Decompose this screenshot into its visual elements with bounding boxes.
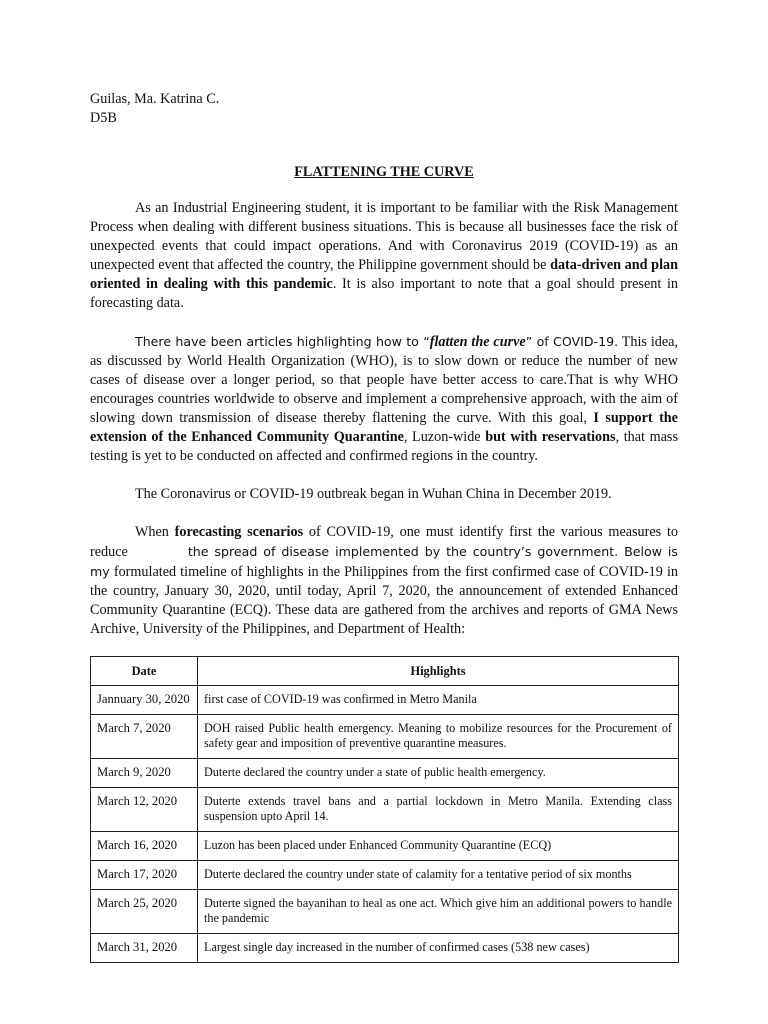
highlight-cell: first case of COVID-19 was confirmed in Metro Manila <box>198 686 679 715</box>
table-row <box>91 715 679 759</box>
paragraph4-text-d: formulated timeline of highlights in the Philippines from the first confirmed case of COVID-19 in the country, January 30, 2020, until today, April 7, 2020, the announcement of extended Enhanced Community Quarantine (ECQ). These data are gathered from the archives and reports of GMA News Archive, University of the Philippines, and Department of Health: <box>90 564 678 637</box>
author-section: D5B <box>90 110 117 126</box>
date-cell: March 9, 2020 <box>91 759 198 788</box>
paragraph4-text-a: When <box>135 524 175 540</box>
table-row <box>91 686 679 715</box>
highlight-cell: Luzon has been placed under Enhanced Community Quarantine (ECQ) <box>198 832 679 861</box>
timeline-table <box>90 656 679 963</box>
highlight-cell: Duterte extends travel bans and a partial lockdown in Metro Manila. Extending class suspension upto April 14. <box>198 788 679 832</box>
paragraph-flatten-curve <box>90 332 678 466</box>
paragraph-outbreak: The Coronavirus or COVID-19 outbreak began in Wuhan China in December 2019. <box>135 486 612 502</box>
paragraph1-text-b: . It is also important to note that a goal should present in forecasting data. <box>90 276 678 311</box>
date-cell: March 31, 2020 <box>91 934 198 963</box>
table-row <box>91 934 679 963</box>
table-row <box>91 832 679 861</box>
table-row <box>91 861 679 890</box>
highlight-cell: Duterte declared the country under state of calamity for a tentative period of six months <box>198 861 679 890</box>
column-header-highlights: Highlights <box>198 657 679 686</box>
table-row <box>91 759 679 788</box>
paragraph2-text-d: , Luzon-wide <box>403 429 486 445</box>
date-cell: March 12, 2020 <box>91 788 198 832</box>
highlight-cell: Duterte declared the country under a state of public health emergency. <box>198 759 679 788</box>
paragraph2-bold-a: I support the extension of the Enhanced Community Quarantine <box>90 410 678 445</box>
paragraph2-text-a: There have been articles highlighting how to “ <box>135 334 430 349</box>
paragraph2-bold-b: but with reservations <box>485 429 616 445</box>
date-cell: Jannuary 30, 2020 <box>91 686 198 715</box>
document-title: FLATTENING THE CURVE <box>294 164 474 180</box>
highlight-cell: Largest single day increased in the number of confirmed cases (538 new cases) <box>198 934 679 963</box>
paragraph4-text-c: the spread of disease implemented by the country’s government. Below is my <box>90 544 678 579</box>
paragraph-risk-management <box>90 199 678 313</box>
table-row <box>91 788 679 832</box>
column-header-date: Date <box>91 657 198 686</box>
highlight-cell: DOH raised Public health emergency. Meaning to mobilize resources for the Procurement of safety gear and imposition of preventive quarantine measures. <box>198 715 679 759</box>
date-cell: March 16, 2020 <box>91 832 198 861</box>
table-row <box>91 890 679 934</box>
paragraph1-text-a: As an Industrial Engineering student, it is important to be familiar with the Risk Management Process when dealing with different business situations. This is because all businesses face the risk of unexpected events that could impact operations. And with Coronavirus 2019 (COVID-19) as an unexpected event that affected the country, the Philippine government should be <box>90 200 678 273</box>
paragraph-forecasting <box>90 523 678 639</box>
date-cell: March 7, 2020 <box>91 715 198 759</box>
date-cell: March 25, 2020 <box>91 890 198 934</box>
table-header-row <box>91 657 679 686</box>
paragraph2-text-c: This idea, as discussed by World Health Organization (WHO), is to slow down or reduce the number of new cases of disease over a longer period, so that people have better access to care.That is why WHO encourages countries worldwide to observe and implement a comprehensive approach, with the aim of slowing down transmission of disease thereby flattening the curve. With this goal, <box>90 334 678 426</box>
date-cell: March 17, 2020 <box>91 861 198 890</box>
paragraph2-text-b: ” of COVID-19. <box>525 334 619 349</box>
paragraph4-text-b: of COVID-19, one must identify first the various measures to reduce <box>90 524 678 560</box>
paragraph2-italic-a: flatten the curve <box>429 334 526 350</box>
author-name: Guilas, Ma. Katrina C. <box>90 91 220 107</box>
paragraph4-bold-a: forecasting scenarios <box>174 524 304 540</box>
highlight-cell: Duterte signed the bayanihan to heal as one act. Which give him an additional powers to handle the pandemic <box>198 890 679 934</box>
document-page <box>90 90 678 963</box>
paragraph1-bold-a: data-driven and plan oriented in dealing with this pandemic <box>90 257 678 292</box>
paragraph2-text-e: , that mass testing is yet to be conducted on affected and confirmed regions in the country. <box>90 429 678 464</box>
